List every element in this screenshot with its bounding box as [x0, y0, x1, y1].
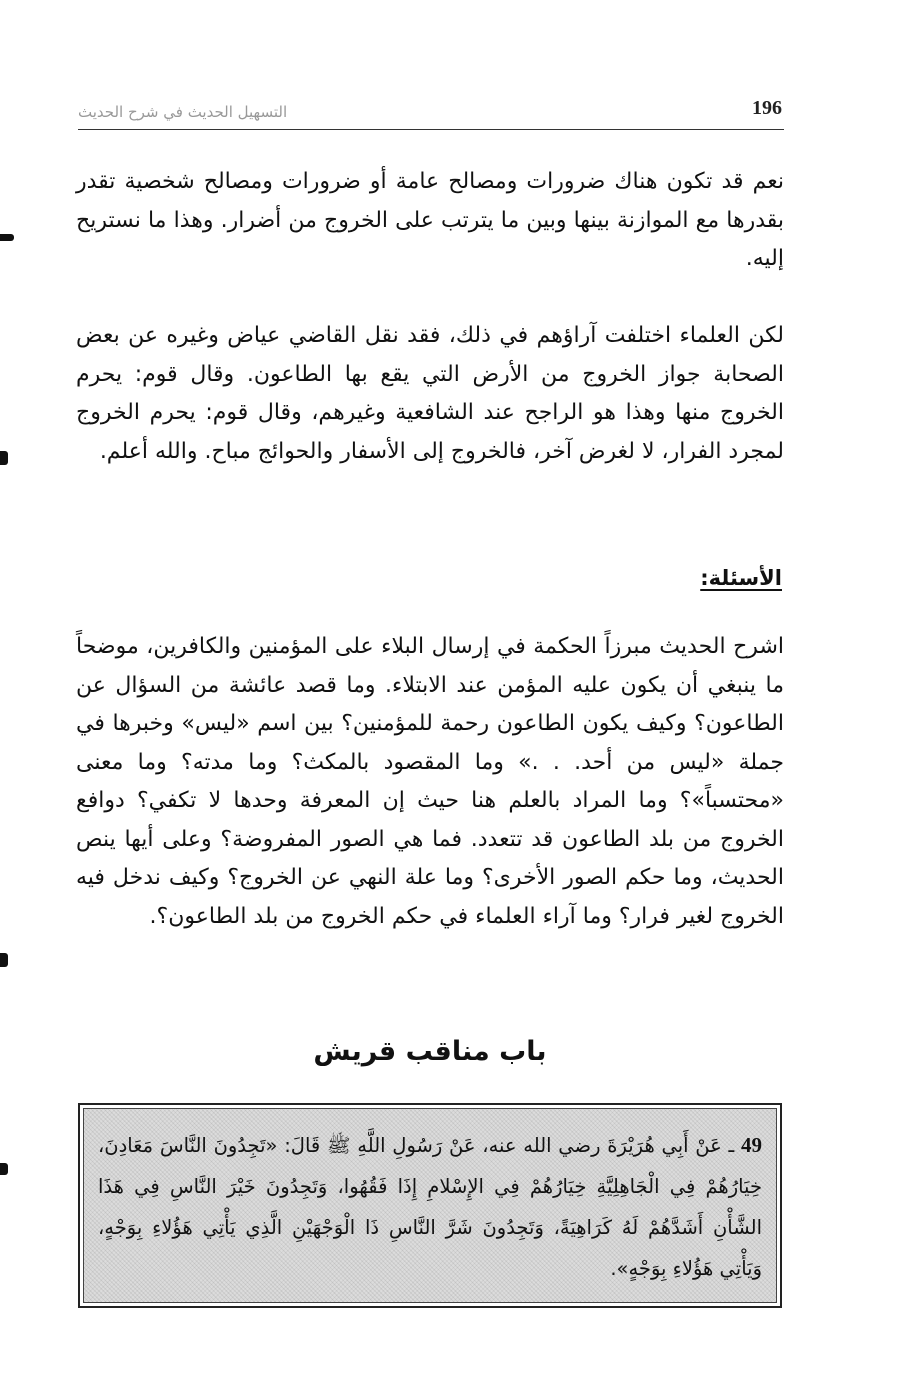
page-number: 196 [752, 97, 782, 119]
questions-paragraph: اشرح الحديث مبرزاً الحكمة في إرسال البلاء على المؤمنين والكافرين، موضحاً ما ينبغي أن يكون عليه المؤمن عند الابتلاء. وما قصد عائشة من السؤال عن الطاعون؟ وكيف يكون الطاعون رحمة للمؤمنين؟ بين اسم «ليس» وخبرها في جملة «ليس من أحد. . .» وما المقصود بالمكث؟ وما مدته؟ وما معنى «محتسباً»؟ وما المراد بالعلم هنا حيث إن المعرفة وحدها لا تكفي؟ دوافع الخروج من بلد الطاعون قد تتعدد. فما هي الصور المفروضة؟ وعلى أيها ينص الحديث، وما حكم الصور الأخرى؟ وما علة النهي عن الخروج؟ وكيف ندخل فيه الخروج لغير فرار؟ وما آراء العلماء في حكم الخروج من بلد الطاعون؟. [76, 634, 784, 929]
margin-mark [0, 1163, 8, 1175]
hadith-text [98, 1125, 762, 1289]
margin-mark [0, 953, 8, 967]
body-paragraph: لكن العلماء اختلفت آراؤهم في ذلك، فقد نقل القاضي عياض وغيره عن بعض الصحابة جواز الخروج من الأرض التي يقع بها الطاعون. وقال قوم: يحرم الخروج منها وهذا هو الراجح عند الشافعية وغيرهم، وقال قوم: يحرم الخروج لمجرد الفرار، لا لغرض آخر، فالخروج إلى الأسفار والحوائج مباح. والله أعلم. [76, 323, 784, 464]
margin-mark [0, 451, 8, 465]
hadith-box [78, 1103, 782, 1308]
hadith-body: ـ عَنْ أَبِي هُرَيْرَةَ رضي الله عنه، عَنْ رَسُولِ اللَّهِ ﷺ قَالَ: «تَجِدُونَ النَّاسَ مَعَادِنَ، خِيَارُهُمْ فِي الْجَاهِلِيَّةِ خِيَارُهُمْ فِي الإِسْلامِ إِذَا فَقُهُوا، وَتَجِدُونَ خَيْرَ النَّاسِ فِي هَذَا الشَّأْنِ أَشَدَّهُمْ لَهُ كَرَاهِيَةً، وَتَجِدُونَ شَرَّ النَّاسِ ذَا الْوَجْهَيْنِ الَّذِي يَأْتِي هَؤُلاءِ بِوَجْهٍ، وَيَأْتِي هَؤُلاءِ بِوَجْهٍ». [98, 1134, 762, 1280]
running-header [78, 95, 784, 130]
hadith-number: 49 [741, 1133, 762, 1157]
margin-mark [0, 234, 14, 241]
questions-heading: الأسئلة: [700, 566, 782, 590]
body-paragraph: نعم قد تكون هناك ضرورات ومصالح عامة أو ضرورات ومصالح شخصية تقدر بقدرها مع الموازنة بينها وبين ما يترتب على الخروج من أضرار. وهذا ما نستريح إليه. [76, 169, 784, 271]
hadith-box-inner [83, 1108, 777, 1303]
running-title: التسهيل الحديث في شرح الحديث [78, 103, 288, 121]
section-title: باب مناقب قريش [313, 1036, 547, 1067]
